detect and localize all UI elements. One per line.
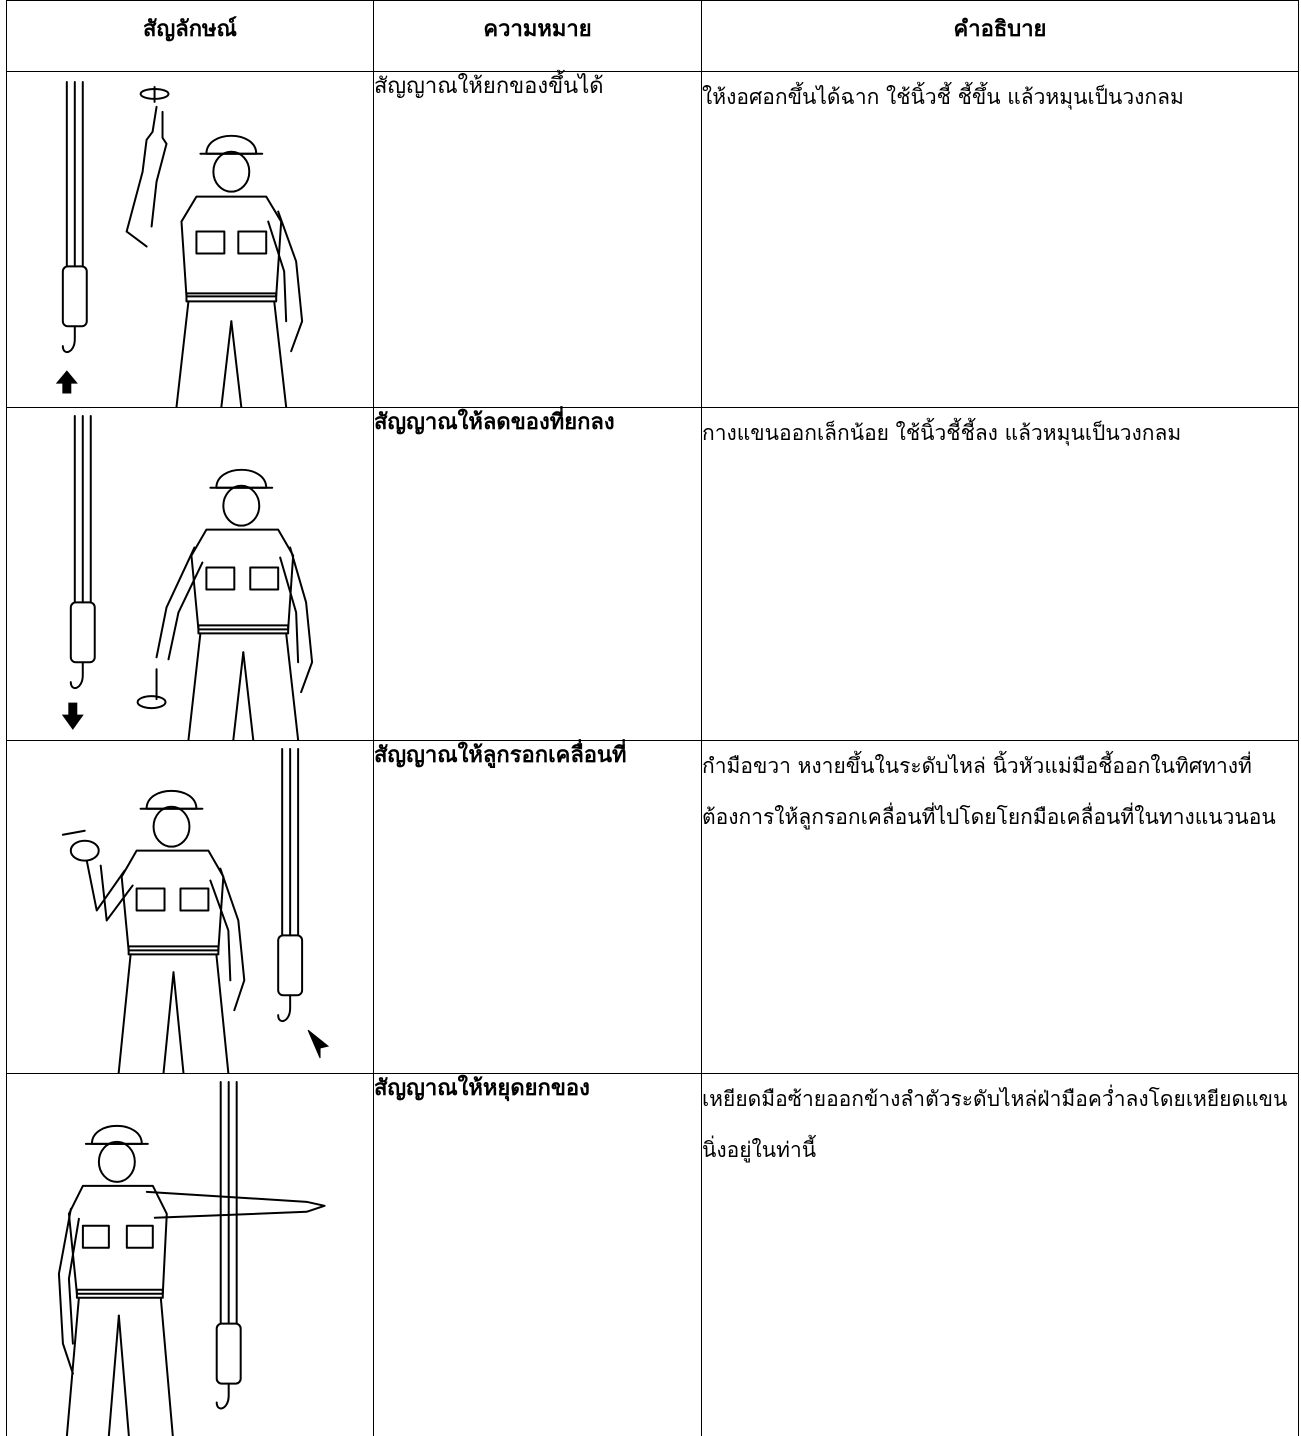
symbol-cell <box>7 1074 374 1436</box>
header-description: คำอธิบาย <box>702 1 1299 72</box>
meaning-cell: สัญญาณให้ยกของขึ้นได้ <box>374 72 702 408</box>
description-cell: เหยียดมือซ้ายออกข้างลำตัวระดับไหล่ฝ่ามือคว่ำลงโดยเหยียดแขนนิ่งอยู่ในท่านี้ <box>702 1074 1299 1436</box>
table-row <box>7 1074 1299 1436</box>
trolley-travel-signal-icon <box>7 741 373 1073</box>
symbol-cell <box>7 741 374 1074</box>
meaning-cell: สัญญาณให้หยุดยกของ <box>374 1074 702 1436</box>
table-row <box>7 408 1299 741</box>
description-cell: ให้งอศอกขึ้นได้ฉาก ใช้นิ้วชี้ ชี้ขึ้น แล้วหมุนเป็นวงกลม <box>702 72 1299 408</box>
symbol-cell <box>7 72 374 408</box>
table-row <box>7 72 1299 408</box>
header-meaning: ความหมาย <box>374 1 702 72</box>
symbol-cell <box>7 408 374 741</box>
description-cell: กำมือขวา หงายขึ้นในระดับไหล่ นิ้วหัวแม่มือชี้ออกในทิศทางที่ต้องการให้ลูกรอกเคลื่อนที่ไปโดยโยกมือเคลื่อนที่ในทางแนวนอน <box>702 741 1299 1074</box>
header-symbol: สัญลักษณ์ <box>7 1 374 72</box>
crane-signals-table <box>6 0 1299 1436</box>
table-row <box>7 741 1299 1074</box>
meaning-cell: สัญญาณให้ลูกรอกเคลื่อนที่ <box>374 741 702 1074</box>
stop-signal-icon <box>7 1074 373 1436</box>
description-cell: กางแขนออกเล็กน้อย ใช้นิ้วชี้ชี้ลง แล้วหมุนเป็นวงกลม <box>702 408 1299 741</box>
meaning-cell: สัญญาณให้ลดของที่ยกลง <box>374 408 702 741</box>
table-header-row <box>7 1 1299 72</box>
hoist-up-signal-icon <box>7 72 373 407</box>
lower-down-signal-icon <box>7 408 373 740</box>
